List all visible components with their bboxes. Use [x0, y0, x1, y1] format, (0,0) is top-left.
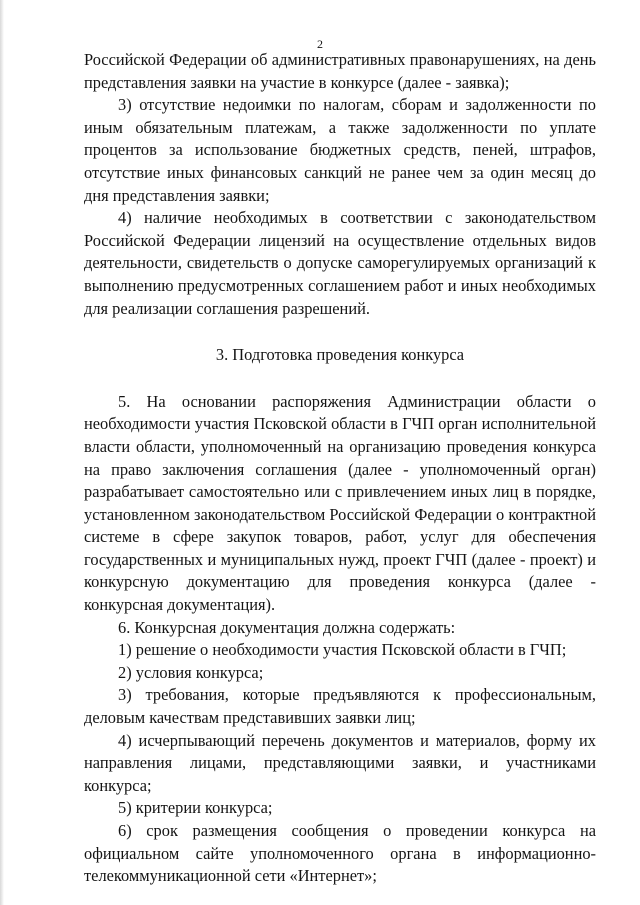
- list-item-6: 6) срок размещения сообщения о проведении конкурса на официальном сайте уполномоченного органа в информационно-телекоммуникационной сети «Интернет»;: [84, 821, 596, 886]
- page-number: 2: [317, 37, 323, 51]
- section-heading: 3. Подготовка проведения конкурса: [215, 345, 465, 365]
- paragraph-item-4: 4) наличие необходимых в соответствии с законодательством Российской Федерации лицензий на осуществление отдельных видов деятельности, свидетельств о допуске саморегулируемых организаций к выполнению предусмотренных соглашением работ и иных необходимых для реализации соглашения разрешений.: [84, 208, 596, 318]
- list-item-1: 1) решение о необходимости участия Псковской области в ГЧП;: [118, 640, 567, 660]
- paragraph-5: 5. На основании распоряжения Администрации области о необходимости участия Псковской области в ГЧП орган исполнительной власти области, уполномоченный на организацию проведения конкурса на право заключения соглашения (далее - уполномоченный орган) разрабатывает самостоятельно или с привлечением иных лиц в порядке, установленном законодательством Российской Федерации о контрактной системе в сфере закупок товаров, работ, услуг для обеспечения государственных и муниципальных нужд, проект ГЧП (далее - проект) и конкурсную документацию для проведения конкурса (далее - конкурсная документация).: [84, 391, 596, 615]
- list-item-2: 2) условия конкурса;: [118, 662, 264, 682]
- paragraph-6: 6. Конкурсная документация должна содержать:: [118, 617, 456, 637]
- paragraph-continuation: Российской Федерации об административных правонарушениях, на день представления заявки на участие в конкурсе (далее - заявка);: [84, 50, 596, 92]
- scan-edge: [0, 0, 4, 905]
- list-item-5: 5) критерии конкурса;: [118, 798, 273, 818]
- list-item-4: 4) исчерпывающий перечень документов и материалов, форму их направления лицами, представляющими заявки, и участниками конкурса;: [84, 730, 596, 795]
- document-body: [84, 49, 596, 888]
- list-item-3: 3) требования, которые предъявляются к профессиональным, деловым качествам представивших заявки лиц;: [84, 685, 596, 728]
- paragraph-item-3: 3) отсутствие недоимки по налогам, сборам и задолженности по иным обязательным платежам, а также задолженности по уплате процентов за использование бюджетных средств, пеней, штрафов, отсутствие иных финансовых санкций не ранее чем за один месяц до дня представления заявки;: [84, 95, 596, 205]
